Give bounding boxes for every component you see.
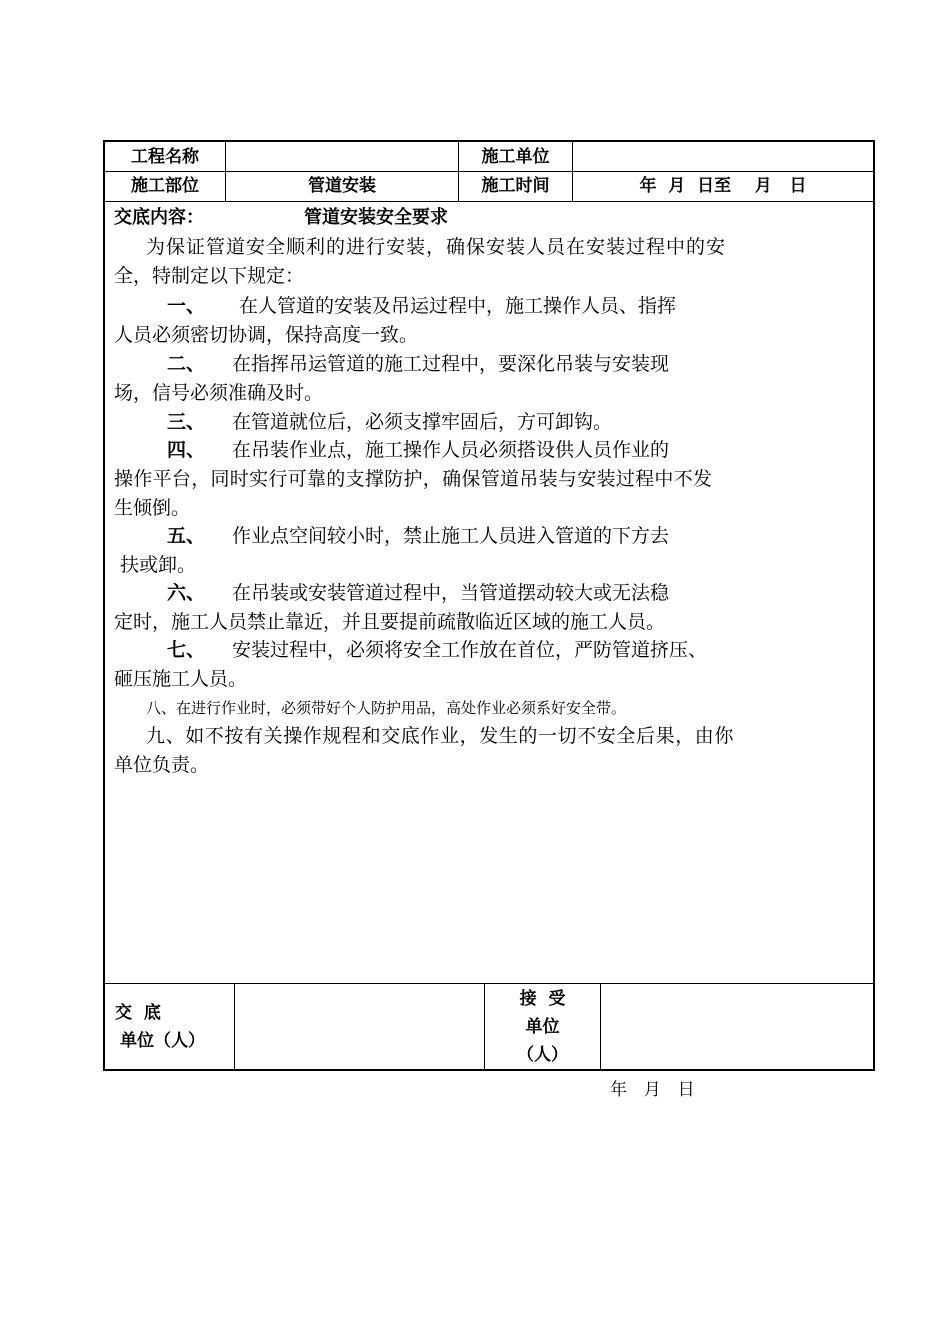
item-number: 五、 xyxy=(167,525,206,547)
giver-label: 单位（人） xyxy=(120,1031,205,1051)
content-label: 交底内容： xyxy=(114,207,204,228)
item-number: 三、 xyxy=(167,411,206,433)
time-label: 施工时间 xyxy=(481,176,550,196)
disclosure-form xyxy=(103,140,875,1071)
row-divider xyxy=(105,983,873,984)
receiver-label: 接 受 xyxy=(519,989,566,1009)
receiver-signature-field[interactable] xyxy=(601,1012,873,1041)
item-number: 七、 xyxy=(167,639,206,661)
content-title: 管道安装安全要求 xyxy=(304,207,448,228)
item-number: 二、 xyxy=(167,353,206,375)
section-value: 管道安装 xyxy=(308,176,376,196)
receiver-label: 单位 xyxy=(525,1017,560,1037)
item-text: 安装过程中，必须将安全工作放在首位，严防管道挤压、 xyxy=(232,639,708,661)
item-text: 在吊装作业点，施工操作人员必须搭设供人员作业的 xyxy=(232,439,670,461)
section-label: 施工部位 xyxy=(131,176,199,196)
item-text: 八、在进行作业时，必须带好个人防护用品，高处作业必须系好安全带。 xyxy=(146,699,627,717)
project-name-field[interactable] xyxy=(226,143,458,172)
item-text: 单位负责。 xyxy=(114,754,210,776)
project-name-label: 工程名称 xyxy=(131,147,199,167)
intro-line: 为保证管道安全顺利的进行安装，确保安装人员在安装过程中的安 xyxy=(146,236,727,258)
row-divider xyxy=(105,201,873,202)
item-text: 在人管道的安装及吊运过程中，施工操作人员、指挥 xyxy=(239,295,677,317)
item-text: 在吊装或安装管道过程中，当管道摆动较大或无法稳 xyxy=(232,582,670,604)
item-text: 作业点空间较小时，禁止施工人员进入管道的下方去 xyxy=(232,525,670,547)
item-number: 六、 xyxy=(167,582,206,604)
contractor-label: 施工单位 xyxy=(481,147,550,167)
item-text: 在指挥吊运管道的施工过程中，要深化吊装与安装现 xyxy=(232,353,670,375)
item-text: 九、如不按有关操作规程和交底作业，发生的一切不安全后果，由你 xyxy=(146,725,735,747)
item-text: 扶或卸。 xyxy=(120,554,197,576)
contractor-field[interactable] xyxy=(573,143,873,172)
item-text: 人员必须密切协调，保持高度一致。 xyxy=(114,324,419,346)
item-number: 一、 xyxy=(167,295,206,317)
giver-label: 交 底 xyxy=(115,1003,161,1023)
intro-line: 全，特制定以下规定： xyxy=(114,265,305,287)
sign-date: 年 月 日 xyxy=(610,1080,697,1100)
item-text: 场，信号必须准确及时。 xyxy=(114,382,324,404)
item-text: 生倾倒。 xyxy=(114,497,191,519)
item-text: 在管道就位后，必须支撑牢固后，方可卸钩。 xyxy=(232,411,613,433)
item-text: 定时，施工人员禁止靠近，并且要提前疏散临近区域的施工人员。 xyxy=(114,611,666,633)
receiver-label: （人） xyxy=(517,1045,568,1065)
time-value: 年 月 日至 月 日 xyxy=(639,176,807,196)
giver-signature-field[interactable] xyxy=(235,1012,484,1041)
item-number: 四、 xyxy=(167,439,206,461)
item-text: 砸压施工人员。 xyxy=(114,668,248,690)
item-text: 操作平台，同时实行可靠的支撑防护，确保管道吊装与安装过程中不发 xyxy=(114,468,713,490)
